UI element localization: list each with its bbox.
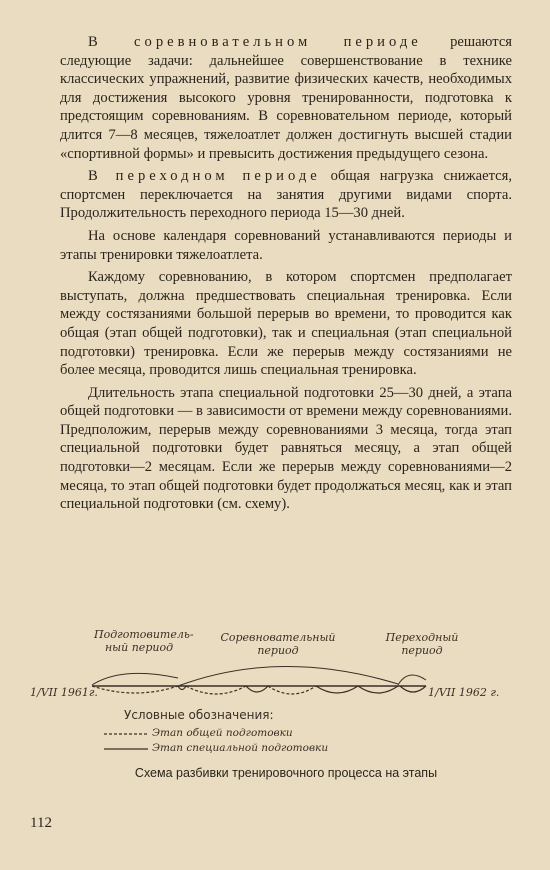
general-stage-arc	[268, 686, 316, 694]
paragraph-special-training	[60, 268, 512, 380]
paragraph-lead: В соревновательном периоде	[88, 34, 422, 50]
label-trans-period	[382, 631, 462, 657]
paragraph-text: На основе календаря соревнований устанавливаются периоды и этапы тренировки тяжелоатлета.	[60, 227, 512, 263]
figure-caption: Схема разбивки тренировочного процесса на этапы	[134, 766, 438, 780]
special-stage-arc	[400, 686, 426, 692]
date-start: 1/VII 1961г.	[30, 686, 98, 699]
label-line: ный период	[104, 641, 174, 654]
label-line: Переходный	[385, 631, 459, 644]
paragraph-competition-period	[60, 33, 512, 163]
legend-title: Условные обозначения:	[124, 708, 274, 722]
label-comp-period	[220, 631, 336, 657]
date-end: 1/VII 1962 г.	[428, 686, 500, 699]
paragraph-stage-duration	[60, 384, 512, 514]
paragraph-transition-period	[60, 167, 512, 223]
page-number: 112	[30, 815, 52, 831]
comp-period-arc	[178, 666, 398, 686]
paragraph-text: Каждому соревнованию, в котором спортсмен предполагает выступать, должна предшествовать специальная тренировка. Если между состязаниями большой перерыв во времени, то проводится как общая (этап общей подготовки), так и специальная (этап специальной подготовки) тренировка. Если же перерыв между состязаниями не более месяца, проводится лишь специальная тренировка.	[60, 269, 512, 379]
paragraph-calendar	[60, 227, 512, 264]
prep-period-arc	[92, 673, 178, 685]
special-stage-arc	[316, 686, 358, 693]
label-line: Соревновательный	[220, 631, 336, 644]
body-text	[60, 33, 512, 514]
label-line: период	[257, 644, 299, 657]
label-line: период	[401, 644, 443, 657]
general-stage-arc	[186, 686, 246, 694]
label-prep-period	[94, 628, 194, 654]
paragraph-lead: В переходном периоде	[88, 168, 321, 185]
paragraph-text: общая нагрузка снижается, спортсмен переключается на занятия другими видами спорта. Продолжительность переходного периода 15—30 дней.	[60, 168, 512, 222]
special-stage-arc	[246, 686, 268, 692]
label-line: Подготовитель-	[94, 628, 194, 641]
legend-general: Этап общей подготовки	[152, 727, 293, 739]
general-stage-arc	[92, 686, 178, 693]
paragraph-text: Длительность этапа специальной подготовки 25—30 дней, а этапа общей подготовки — в зависимости от времени между соревнованиями. Предположим, перерыв между соревнованиями 3 месяца, тогда этап специальной подготовки будет равняться месяцу, а этап общей подготовки—2 месяцам. Если же перерыв между соревнованиями—2 месяца, то этап общей подготовки будет продолжаться месяц, как и этап специальной подготовки (см. схему).	[60, 384, 512, 513]
legend-special: Этап специальной подготовки	[152, 742, 329, 754]
paragraph-text: решаются следующие задачи: дальнейшее совершенствование в технике классических упражнений, развитие физических качеств, необходимых для достижения высокого уровня тренированности, подготовка к предстоящим соревнованиям. В соревновательном периоде, который длится 7—8 месяцев, тяжелоатлет должен достигнуть высшей стадии «спортивной формы» и превысить достижения предыдущего сезона.	[60, 34, 513, 162]
special-stage-arc	[358, 686, 398, 693]
trans-period-arc	[398, 675, 426, 685]
training-periods-diagram	[30, 628, 500, 760]
